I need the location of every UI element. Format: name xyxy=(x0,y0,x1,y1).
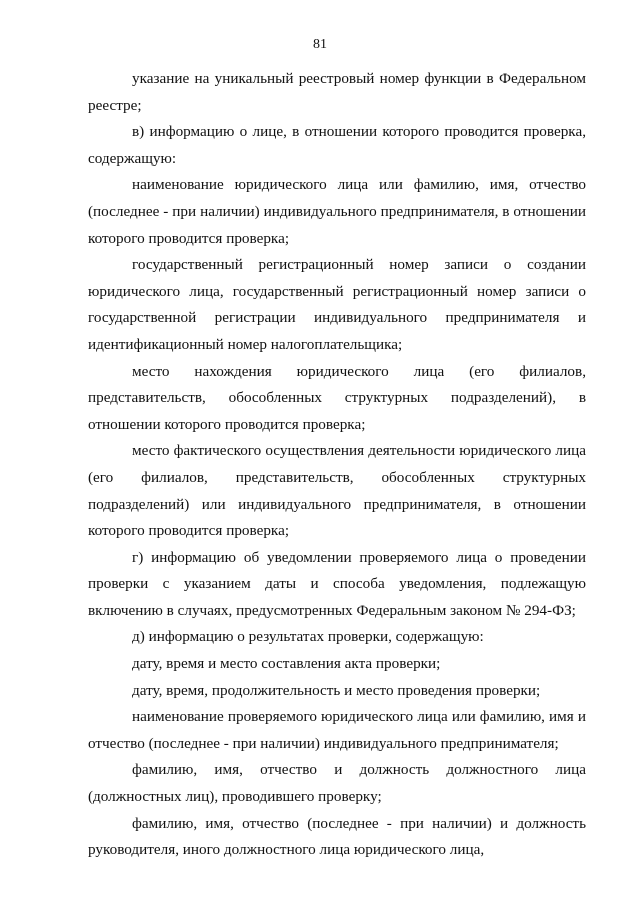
paragraph-registry-number: указание на уникальный реестровый номер функции в Федеральном реестре; xyxy=(88,70,586,114)
paragraph-notification-info: г) информацию об уведомлении проверяемого лица о проведении проверки с указанием даты и способа уведомления, подлежащую включению в случаях, предусмотренных Федеральным законом № 294-ФЗ; xyxy=(88,548,586,619)
paragraph-inspection-date: дату, время, продолжительность и место проведения проверки; xyxy=(132,681,541,699)
paragraph-inspector-official: фамилию, имя, отчество и должность должностного лица (должностных лиц), проводившего проверку; xyxy=(88,761,586,806)
paragraph-activity-location: место фактического осуществления деятельности юридического лица (его филиалов, представительств, обособленных структурных подразделений) или индивидуального предпринимателя, в отношении которого проводится проверка; xyxy=(88,442,586,540)
document-body xyxy=(88,66,586,864)
paragraph-act-date: дату, время и место составления акта проверки; xyxy=(132,655,441,673)
paragraph-inspection-results: д) информацию о результатах проверки, содержащую: xyxy=(132,628,484,646)
paragraph-inspected-person-info: в) информацию о лице, в отношении которого проводится проверка, содержащую: xyxy=(88,123,586,167)
paragraph-entity-name: наименование юридического лица или фамилию, имя, отчество (последнее - при наличии) индивидуального предпринимателя, в отношении которого проводится проверка; xyxy=(88,176,586,247)
paragraph-registration-number: государственный регистрационный номер записи о создании юридического лица, государственный регистрационный номер записи о государственной регистрации индивидуального предпринимателя и идентификационный номер налогоплательщика; xyxy=(88,256,586,353)
paragraph-entity-location: место нахождения юридического лица (его филиалов, представительств, обособленных структурных подразделений), в отношении которого проводится проверка; xyxy=(88,362,586,433)
paragraph-inspected-entity-name: наименование проверяемого юридического лица или фамилию, имя и отчество (последнее - при наличии) индивидуального предпринимателя; xyxy=(88,708,586,752)
page-number: 81 xyxy=(313,37,327,52)
paragraph-entity-head: фамилию, имя, отчество (последнее - при наличии) и должность руководителя, иного должностного лица юридического лица, xyxy=(88,814,586,859)
